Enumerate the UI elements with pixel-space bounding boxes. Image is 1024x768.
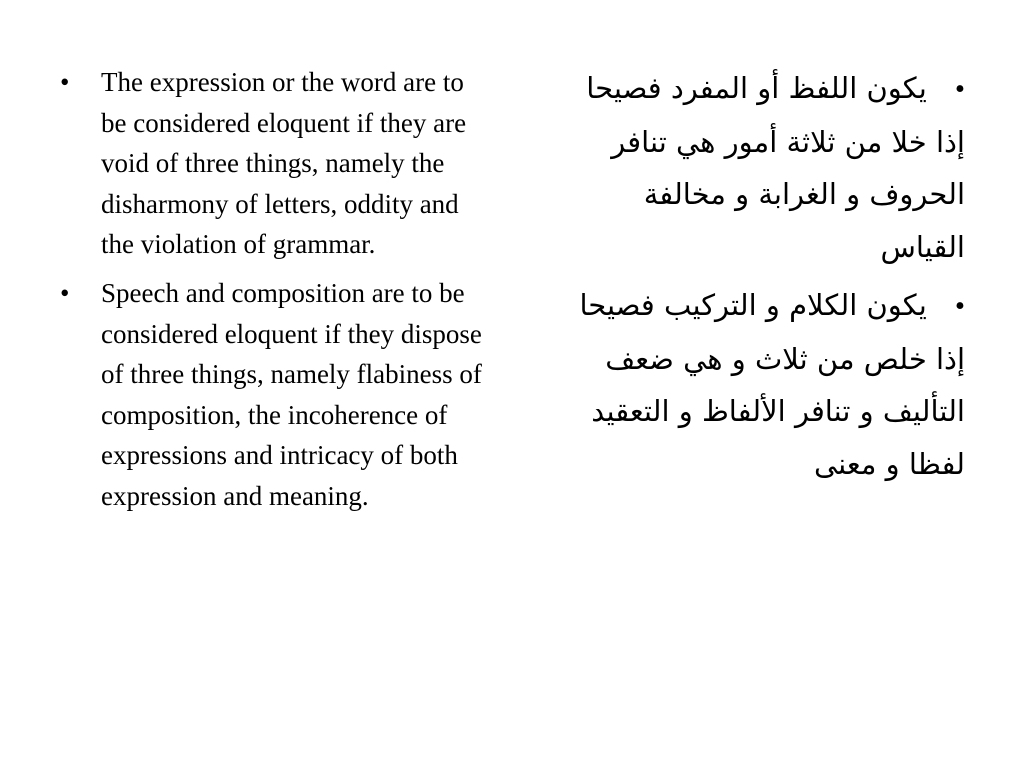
bullet-icon: • (60, 67, 70, 97)
bullet-icon: • (954, 73, 965, 105)
english-bullet-list (60, 62, 490, 525)
arabic-bullet-item (565, 279, 965, 490)
english-bullet-text: The expression or the word are to be considered eloquent if they are void of three things, namely the disharmony of letters, oddity and the violation of grammar. (101, 67, 467, 260)
english-bullet-text: Speech and composition are to be considered eloquent if they dispose of three things, namely flabiness of composition, the incoherence of expressions and intricacy of both expression and meaning. (101, 277, 482, 511)
arabic-bullet-list (565, 62, 965, 496)
english-bullet-item (60, 62, 490, 265)
english-bullet-item (60, 273, 490, 517)
bullet-icon: • (954, 290, 965, 322)
arabic-bullet-text: يكون اللفظ أو المفرد فصيحا إذا خلا من ثلاثة أمور هي تنافر الحروف و الغرابة و مخالفة القياس (586, 71, 965, 264)
arabic-bullet-text: يكون الكلام و التركيب فصيحا إذا خلص من ثلاث و هي ضعف التأليف و تنافر الألفاظ و التعقيد لفظا و معنى (579, 288, 965, 481)
arabic-bullet-item (565, 62, 965, 273)
bullet-icon: • (60, 277, 70, 308)
